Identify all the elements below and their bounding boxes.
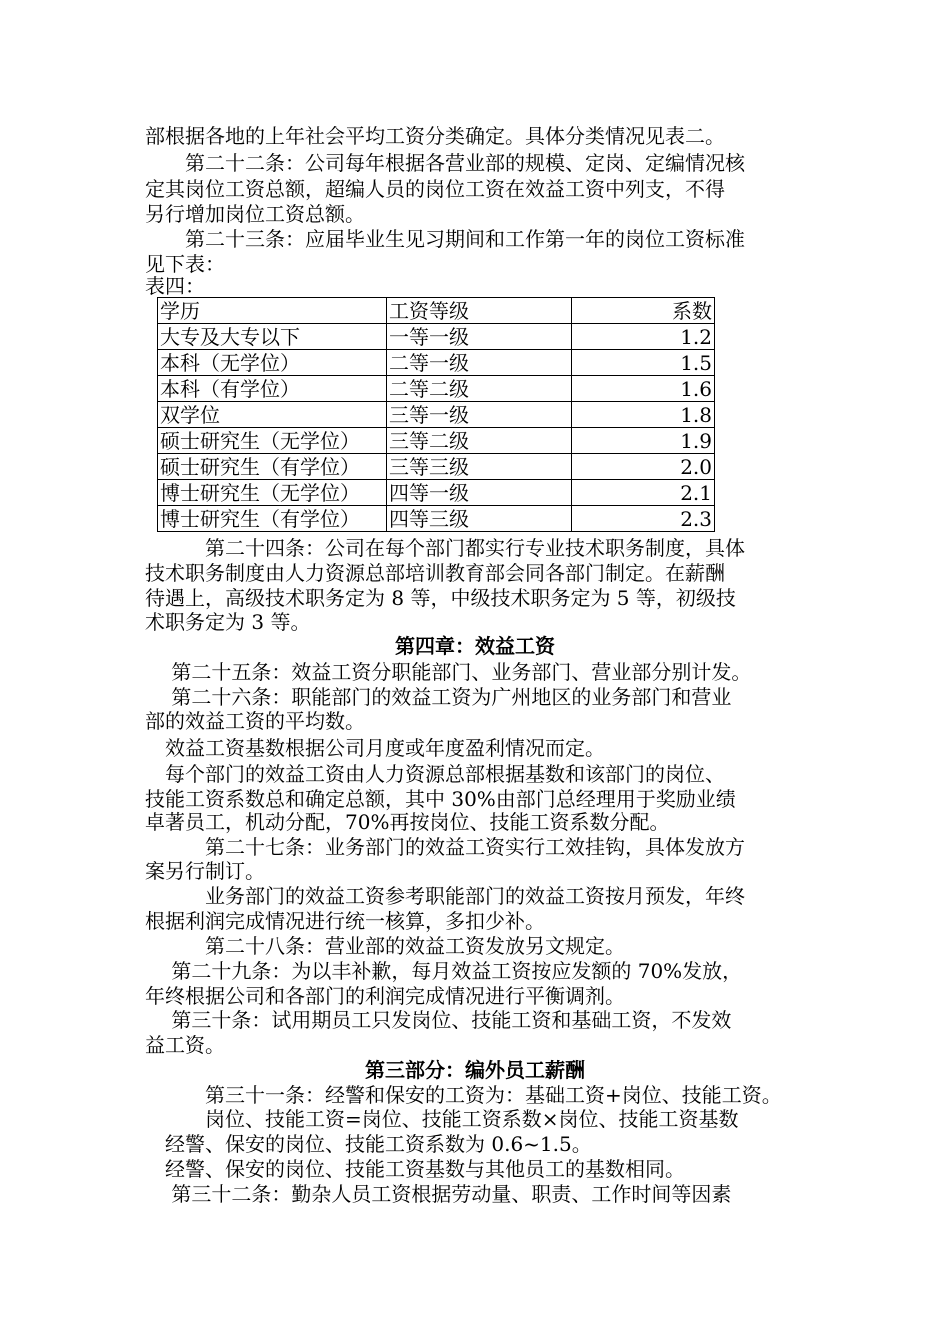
table-cell: 三等一级 xyxy=(387,402,572,428)
text-line: 第二十六条：职能部门的效益工资为广州地区的业务部门和营业 xyxy=(145,685,732,709)
text-line: 年终根据公司和各部门的利润完成情况进行平衡调剂。 xyxy=(145,984,625,1008)
text-line: 案另行制订。 xyxy=(145,859,265,883)
text-line: 每个部门的效益工资由人力资源总部根据基数和该部门的岗位、 xyxy=(145,762,725,786)
table-cell: 四等三级 xyxy=(387,506,572,532)
table-row xyxy=(158,402,715,428)
table-cell: 2.3 xyxy=(572,506,715,532)
table-cell: 硕士研究生（有学位） xyxy=(158,454,387,480)
table-cell: 本科（无学位） xyxy=(158,350,387,376)
table-row xyxy=(158,428,715,454)
table-cell: 博士研究生（无学位） xyxy=(158,480,387,506)
table-row xyxy=(158,480,715,506)
table-cell: 1.8 xyxy=(572,402,715,428)
text-line: 另行增加岗位工资总额。 xyxy=(145,202,365,226)
text-line: 见下表： xyxy=(145,252,225,276)
table-row xyxy=(158,454,715,480)
table-header-row xyxy=(158,298,715,324)
text-line: 经警、保安的岗位、技能工资基数与其他员工的基数相同。 xyxy=(145,1157,685,1181)
text-line: 定其岗位工资总额，超编人员的岗位工资在效益工资中列支，不得 xyxy=(145,177,725,201)
table-cell: 2.1 xyxy=(572,480,715,506)
text-line: 第二十五条：效益工资分职能部门、业务部门、营业部分别计发。 xyxy=(145,660,752,684)
text-line: 卓著员工，机动分配，70%再按岗位、技能工资系数分配。 xyxy=(145,810,670,834)
table-row xyxy=(158,324,715,350)
text-line: 第二十四条：公司在每个部门都实行专业技术职务制度，具体 xyxy=(145,536,745,560)
text-line: 待遇上，高级技术职务定为 8 等，中级技术职务定为 5 等，初级技 xyxy=(145,586,736,610)
text-line: 术职务定为 3 等。 xyxy=(145,610,311,634)
text-line: 部的效益工资的平均数。 xyxy=(145,709,365,733)
table-cell: 大专及大专以下 xyxy=(158,324,387,350)
header-cell: 工资等级 xyxy=(387,298,572,324)
text-line: 第三十条：试用期员工只发岗位、技能工资和基础工资，不发效 xyxy=(145,1008,732,1032)
table-cell: 本科（有学位） xyxy=(158,376,387,402)
text-line: 业务部门的效益工资参考职能部门的效益工资按月预发，年终 xyxy=(145,884,745,908)
table-cell: 硕士研究生（无学位） xyxy=(158,428,387,454)
table-cell: 四等一级 xyxy=(387,480,572,506)
table-cell: 1.9 xyxy=(572,428,715,454)
salary-coefficient-table xyxy=(157,297,715,532)
text-line: 经警、保安的岗位、技能工资系数为 0.6~1.5。 xyxy=(145,1132,592,1156)
text-line: 效益工资基数根据公司月度或年度盈利情况而定。 xyxy=(145,736,605,760)
table-cell: 博士研究生（有学位） xyxy=(158,506,387,532)
text-line: 第三十二条：勤杂人员工资根据劳动量、职责、工作时间等因素 xyxy=(145,1182,732,1206)
text-line: 岗位、技能工资=岗位、技能工资系数×岗位、技能工资基数 xyxy=(145,1107,739,1131)
table-cell: 二等一级 xyxy=(387,350,572,376)
table-row xyxy=(158,350,715,376)
text-line: 第二十八条：营业部的效益工资发放另文规定。 xyxy=(145,934,625,958)
table-row xyxy=(158,506,715,532)
text-line: 第二十九条：为以丰补歉，每月效益工资按应发额的 70%发放， xyxy=(145,959,743,983)
text-line: 技能工资系数总和确定总额，其中 30%由部门总经理用于奖励业绩 xyxy=(145,787,736,811)
text-line: 第二十二条：公司每年根据各营业部的规模、定岗、定编情况核 xyxy=(145,151,745,175)
table-cell: 一等一级 xyxy=(387,324,572,350)
table-caption: 表四： xyxy=(145,274,205,298)
table-cell: 双学位 xyxy=(158,402,387,428)
table-cell: 二等二级 xyxy=(387,376,572,402)
text-line: 第二十三条：应届毕业生见习期间和工作第一年的岗位工资标准 xyxy=(145,227,745,251)
table-row xyxy=(158,376,715,402)
table-cell: 1.6 xyxy=(572,376,715,402)
table-cell: 1.2 xyxy=(572,324,715,350)
text-line: 技术职务制度由人力资源总部培训教育部会同各部门制定。在薪酬 xyxy=(145,561,725,585)
text-line: 第三十一条：经警和保安的工资为：基础工资+岗位、技能工资。 xyxy=(145,1083,782,1107)
table-cell: 2.0 xyxy=(572,454,715,480)
part-heading: 第三部分：编外员工薪酬 xyxy=(365,1058,585,1082)
table-cell: 1.5 xyxy=(572,350,715,376)
table-cell: 三等三级 xyxy=(387,454,572,480)
header-cell: 系数 xyxy=(572,298,715,324)
text-line: 根据利润完成情况进行统一核算，多扣少补。 xyxy=(145,909,545,933)
text-line: 部根据各地的上年社会平均工资分类确定。具体分类情况见表二。 xyxy=(145,124,725,148)
chapter-heading: 第四章：效益工资 xyxy=(395,634,555,658)
text-line: 益工资。 xyxy=(145,1033,225,1057)
header-cell: 学历 xyxy=(158,298,387,324)
text-line: 第二十七条：业务部门的效益工资实行工效挂钩，具体发放方 xyxy=(145,835,745,859)
table-cell: 三等二级 xyxy=(387,428,572,454)
